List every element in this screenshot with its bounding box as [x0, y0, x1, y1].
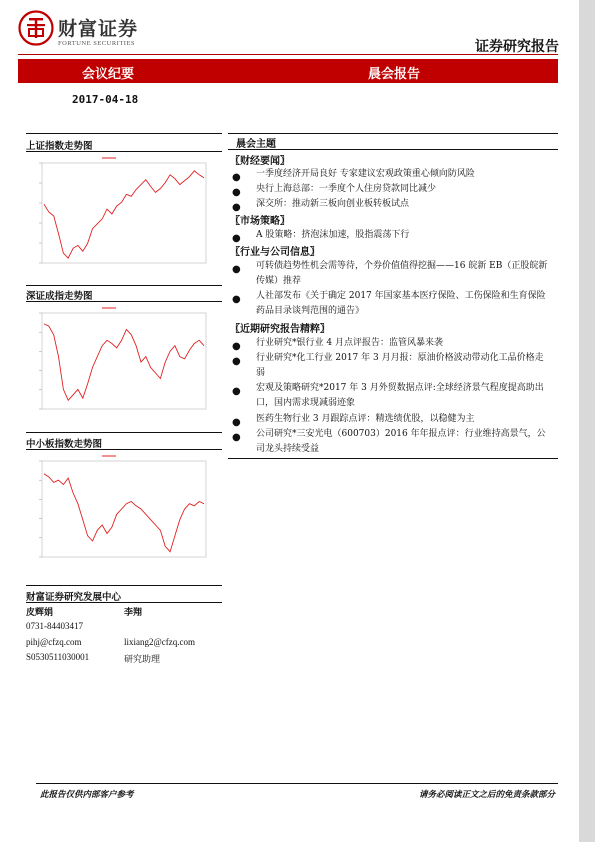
chart3-title-rule: [26, 449, 222, 450]
industry-item[interactable]: ● 人社部发布《关于确定 2017 年国家基本医疗保险、工伤保险和生育保险药品目录谈判范围的通告》: [232, 291, 546, 316]
bullet-icon: ●: [232, 341, 241, 352]
shenzhen-index-chart: [26, 303, 222, 421]
bullet-icon: ●: [232, 187, 241, 198]
bullet-icon: ●: [232, 202, 241, 213]
news-item[interactable]: ● 深交所：推动新三板向创业板转板试点: [232, 199, 410, 213]
bullet-icon: ●: [232, 264, 241, 275]
bullet-icon: ●: [232, 294, 241, 305]
index-line: [44, 324, 204, 400]
bullet-icon: ●: [232, 356, 241, 367]
bullet-icon: ●: [232, 386, 241, 397]
contact-title-rule: [26, 602, 222, 603]
footer-disclaimer-left: 此报告仅供内部客户参考: [40, 790, 134, 800]
research-item[interactable]: ● 宏观及策略研究*2017 年 3 月外贸数据点评:全球经济景气程度提高助出口，国内需求现减弱迹象: [232, 383, 544, 408]
analyst-email-1[interactable]: pihj@cfzq.com: [26, 637, 82, 647]
contact-top-rule: [26, 585, 222, 586]
contact-title: 财富证券研究发展中心: [26, 592, 122, 603]
chart-frame: [42, 313, 206, 409]
news-item[interactable]: ● 一季度经济开局良好 专家建议宏观政策重心倾向防风险: [232, 169, 475, 183]
morning-title-rule: [228, 149, 558, 150]
research-item[interactable]: ● 公司研究*三安光电（600703）2016 年年报点评：行业维持高景气，公司龙头持续受益: [232, 429, 546, 454]
morning-topics-title: 晨会主题: [236, 139, 276, 150]
section-market-strategy: 〖市场策略〗: [230, 216, 290, 227]
chart3-title: 中小板指数走势图: [26, 439, 103, 450]
morning-bottom-rule: [228, 458, 558, 459]
bullet-icon: ●: [232, 233, 241, 244]
industry-item[interactable]: ● 可转债趋势性机会需等待，个券价值值得挖掘——16 皖新 EB（正股皖新传媒）推荐: [232, 261, 548, 286]
bullet-icon: ●: [232, 172, 241, 183]
index-line: [44, 474, 204, 552]
index-line: [44, 171, 204, 258]
banner-right-label: 晨会报告: [368, 67, 421, 82]
research-item[interactable]: ● 医药生物行业 3 月跟踪点评：精选绩优股，以稳健为主: [232, 414, 475, 428]
morning-top-rule: [228, 133, 558, 134]
analyst-role: 研究助理: [124, 655, 161, 665]
brand-name-cn: 财富证券: [58, 18, 139, 40]
chart1-title: 上证指数走势图: [26, 141, 93, 152]
section-finance-news: 〖财经要闻〗: [230, 156, 290, 167]
title-banner: [18, 59, 558, 83]
header-divider: [18, 54, 558, 55]
analyst-name-1: 皮辉娟: [26, 608, 54, 618]
chart2-title-rule: [26, 301, 222, 302]
research-item[interactable]: ● 行业研究*化工行业 2017 年 3 月月报：原油价格波动带动化工品价格走弱: [232, 353, 544, 378]
report-date: 2017-04-18: [72, 93, 139, 106]
chart3-top-rule: [26, 432, 222, 433]
report-type-title: 证券研究报告: [475, 39, 559, 55]
brand-name-en: FORTUNE SECURITIES: [58, 40, 136, 47]
analyst-email-2[interactable]: lixiang2@cfzq.com: [124, 637, 196, 647]
footer-disclaimer-right: 请务必阅读正文之后的免责条款部分: [418, 790, 555, 800]
banner-left-label: 会议纪要: [82, 67, 135, 82]
analyst-license: S0530511030001: [26, 652, 90, 662]
analyst-name-2: 李翔: [124, 608, 143, 618]
footer-divider: [36, 783, 558, 784]
section-research-highlights: 〖近期研究报告精粹〗: [230, 324, 330, 335]
chart-frame: [42, 461, 206, 557]
page-side-stripe: [579, 0, 595, 842]
chart-frame: [42, 163, 206, 263]
chart2-title: 深证成指走势图: [26, 291, 93, 302]
fortune-logo-icon: [18, 10, 54, 46]
bullet-icon: ●: [232, 432, 241, 443]
strategy-item[interactable]: ● A 股策略：挤泡沫加速，股指震荡下行: [232, 230, 410, 244]
chart1-title-rule: [26, 151, 222, 152]
section-industry-company: 〖行业与公司信息〗: [230, 247, 320, 258]
news-item[interactable]: ● 央行上海总部：一季度个人住房贷款同比减少: [232, 184, 437, 198]
chart2-top-rule: [26, 285, 222, 286]
sme-index-chart: [26, 451, 222, 569]
research-item[interactable]: ● 行业研究*银行业 4 月点评报告：监管风暴来袭: [232, 338, 443, 352]
analyst-phone: 0731-84403417: [26, 621, 83, 631]
shanghai-index-chart: [26, 153, 222, 275]
bullet-icon: ●: [232, 417, 241, 428]
chart1-top-rule: [26, 133, 222, 134]
